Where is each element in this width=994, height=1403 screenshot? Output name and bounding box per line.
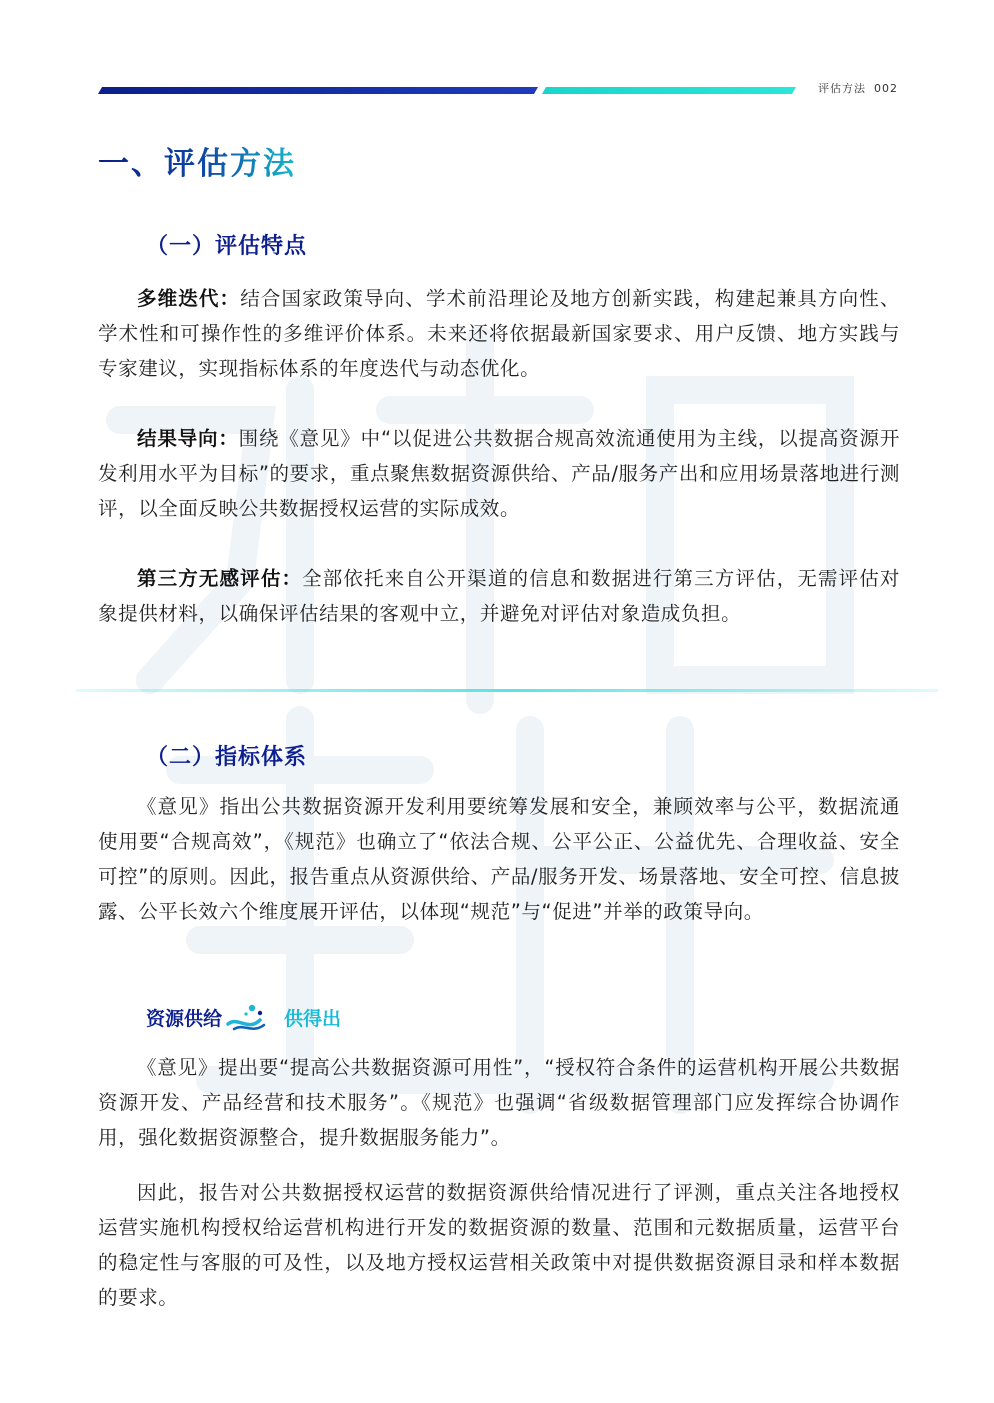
item-third-party-assessment: [98, 561, 900, 631]
section2-paragraph-1: 《意见》提出要“提高公共数据资源可用性”，“授权符合条件的运营机构开展公共数据资源开发、产品经营和技术服务”。《规范》也强调“省级数据管理部门应发挥综合协调作用，强化数据资源整合，提升数据服务能力”。: [98, 1056, 900, 1149]
header-bar-blue: [98, 87, 538, 94]
item-text: 结合国家政策导向、学术前沿理论及地方创新实践，构建起兼具方向性、学术性和可操作性的多维评价体系。未来还将依据最新国家要求、用户反馈、地方实践与专家建议，实现指标体系的年度迭代与动态优化。: [98, 287, 900, 380]
item-text: 全部依托来自公开渠道的信息和数据进行第三方评估，无需评估对象提供材料，以确保评估结果的客观中立，并避免对评估对象造成负担。: [98, 567, 900, 625]
item-lead: 结果导向：: [137, 427, 239, 450]
dimension-tag: [146, 1002, 341, 1032]
section1-heading: （一）评估特点: [146, 234, 308, 259]
page-number: 002: [874, 82, 898, 95]
item-lead: 多维迭代：: [137, 287, 241, 310]
dimension-name: 资源供给: [146, 1007, 223, 1030]
header-bar-teal: [542, 87, 796, 94]
item-lead: 第三方无感评估：: [137, 567, 303, 590]
section2-heading: （二）指标体系: [146, 745, 308, 770]
page-title: 一、评估方法: [98, 138, 296, 183]
item-result-oriented: [98, 421, 900, 526]
section-divider: [76, 689, 938, 692]
section2-paragraph-2: 因此，报告对公共数据授权运营的数据资源供给情况进行了评测，重点关注各地授权运营实施机构授权给运营机构进行开发的数据资源的数量、范围和元数据质量，运营平台的稳定性与客服的可及性，以及地方授权运营相关政策中对提供数据资源目录和样本数据的要求。: [98, 1181, 900, 1309]
item-multidimensional-iteration: [98, 281, 900, 386]
running-title: 评估方法: [818, 82, 866, 95]
dimension-slogan: 供得出: [284, 1007, 342, 1030]
wave-drop-icon: [224, 1002, 272, 1032]
section2-intro: 《意见》指出公共数据资源开发利用要统筹发展和安全，兼顾效率与公平，数据流通使用要“合规高效”，《规范》也确立了“依法合规、公平公正、公益优先、合理收益、安全可控”的原则。因此，报告重点从资源供给、产品/服务开发、场景落地、安全可控、信息披露、公平长效六个维度展开评估，以体现“规范”与“促进”并举的政策导向。: [98, 795, 900, 923]
item-text: 围绕《意见》中“以促进公共数据合规高效流通使用为主线，以提高资源开发利用水平为目标”的要求，重点聚焦数据资源供给、产品/服务产出和应用场景落地进行测评，以全面反映公共数据授权运营的实际成效。: [98, 427, 900, 520]
running-header: [818, 80, 898, 96]
